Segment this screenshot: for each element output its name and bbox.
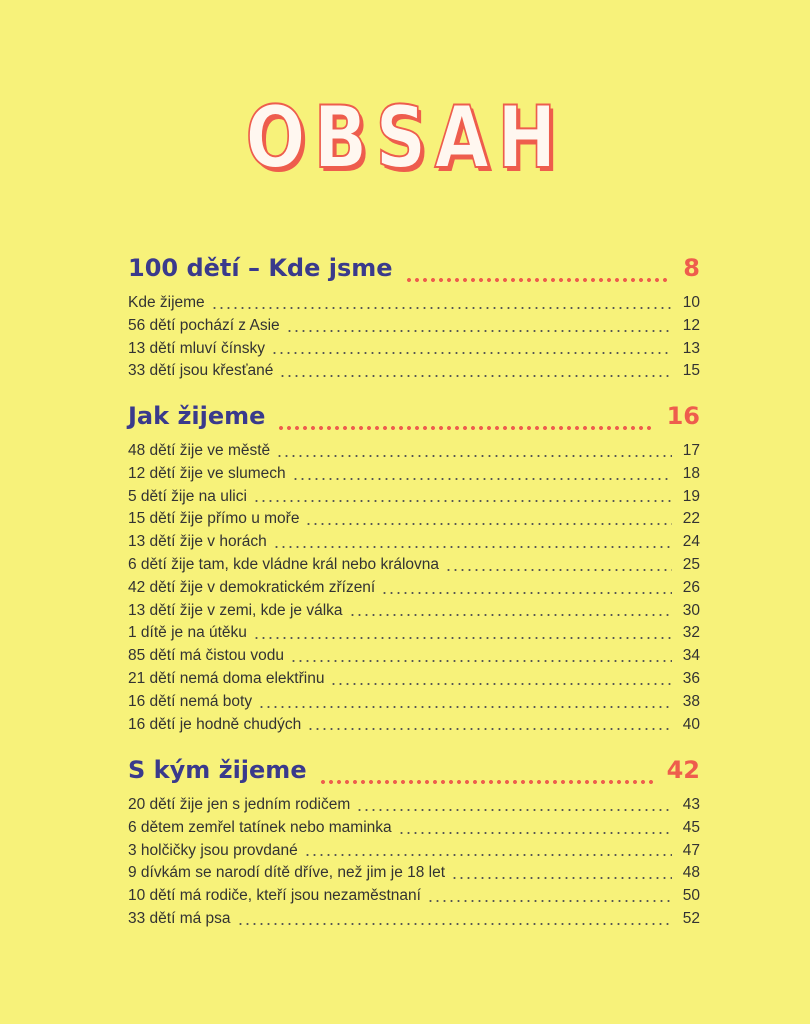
leader-dots	[427, 897, 672, 905]
entry-page-number: 17	[682, 442, 700, 459]
entry-label: 5 dětí žije na ulici	[128, 487, 247, 505]
entry-page-number: 50	[682, 887, 700, 905]
leader-dots	[330, 680, 672, 688]
section-page-number: 16	[666, 402, 700, 430]
leader-dots	[286, 327, 672, 335]
toc-entry[interactable]	[128, 340, 700, 363]
entry-label: 33 dětí jsou křesťané	[128, 362, 274, 380]
leader-dots	[356, 806, 672, 814]
entry-page-number: 52	[682, 909, 700, 927]
toc-entry[interactable]	[128, 693, 700, 716]
entry-page-number: 24	[682, 533, 700, 551]
toc-entry[interactable]	[128, 887, 700, 910]
entry-label: 21 dětí nemá doma elektřinu	[128, 669, 325, 687]
leader-dots	[271, 349, 672, 357]
toc-entry[interactable]	[128, 819, 700, 842]
section-heading[interactable]	[128, 402, 700, 442]
leader-dots	[237, 920, 672, 928]
toc-entry[interactable]	[128, 796, 700, 819]
leader-dots	[445, 566, 672, 574]
entry-page-number: 47	[682, 841, 700, 859]
entry-page-number: 36	[682, 669, 700, 687]
leader-dots	[273, 543, 672, 551]
page-title: OBSAH	[245, 88, 565, 188]
toc-entry[interactable]	[128, 647, 700, 670]
entry-page-number: 13	[682, 339, 700, 357]
toc-section-1	[128, 254, 700, 385]
toc-section-3	[128, 756, 700, 933]
leader-dots	[305, 520, 672, 528]
entry-label: 56 dětí pochází z Asie	[128, 316, 280, 334]
leader-dots	[349, 611, 672, 619]
entry-page-number: 38	[682, 692, 700, 710]
toc-entry[interactable]	[128, 317, 700, 340]
leader-dots	[307, 725, 672, 733]
toc-entry[interactable]	[128, 864, 700, 887]
entry-page-number: 43	[682, 796, 700, 813]
toc-entry[interactable]	[128, 602, 700, 625]
entry-label: 15 dětí žije přímo u moře	[128, 510, 300, 528]
entry-page-number: 32	[682, 624, 700, 642]
entry-page-number: 18	[682, 464, 700, 482]
entry-label: 9 dívkám se narodí dítě dříve, než jim je 18 let	[128, 864, 446, 882]
toc-entry[interactable]	[128, 670, 700, 693]
section-page-number: 42	[666, 756, 700, 784]
section-title: S kým žijeme	[128, 756, 307, 784]
toc-entry[interactable]	[128, 533, 700, 556]
entry-label: 42 dětí žije v demokratickém zřízení	[128, 578, 376, 596]
leader-dots	[292, 475, 672, 483]
leader-dots	[451, 874, 672, 882]
entry-page-number: 10	[682, 294, 700, 311]
toc-entry[interactable]	[128, 624, 700, 647]
entry-page-number: 12	[682, 316, 700, 334]
leader-dots	[253, 497, 672, 505]
entry-page-number: 30	[682, 601, 700, 619]
toc-entry[interactable]	[128, 910, 700, 933]
section-leader-dots	[277, 425, 654, 431]
entry-label: 13 dětí žije v horách	[128, 533, 267, 551]
toc-entry[interactable]	[128, 294, 700, 317]
entry-label: 48 dětí žije ve městě	[128, 442, 271, 459]
entry-label: 10 dětí má rodiče, kteří jsou nezaměstnaní	[128, 887, 421, 905]
entry-page-number: 26	[682, 578, 700, 596]
entry-label: 20 dětí žije jen s jedním rodičem	[128, 796, 351, 813]
leader-dots	[276, 452, 672, 460]
toc-entry[interactable]	[128, 488, 700, 511]
entry-page-number: 22	[682, 510, 700, 528]
entry-label: 85 dětí má čistou vodu	[128, 647, 284, 665]
section-heading[interactable]	[128, 756, 700, 796]
leader-dots	[398, 829, 672, 837]
section-page-number: 8	[683, 254, 700, 282]
toc-entry[interactable]	[128, 716, 700, 739]
leader-dots	[381, 589, 672, 597]
entry-page-number: 15	[682, 362, 700, 380]
leader-dots	[290, 657, 672, 665]
section-title: Jak žijeme	[128, 402, 266, 430]
toc-section-2	[128, 402, 700, 738]
toc-entry[interactable]	[128, 442, 700, 465]
toc-entry[interactable]	[128, 842, 700, 865]
entry-label: 1 dítě je na útěku	[128, 624, 247, 642]
entry-label: 13 dětí mluví čínsky	[128, 339, 265, 357]
entry-label: 16 dětí nemá boty	[128, 692, 253, 710]
section-title: 100 dětí – Kde jsme	[128, 254, 393, 282]
leader-dots	[258, 703, 672, 711]
entry-page-number: 34	[682, 647, 700, 665]
section-leader-dots	[319, 779, 655, 785]
entry-page-number: 45	[682, 818, 700, 836]
toc-entry[interactable]	[128, 510, 700, 533]
toc-entry[interactable]	[128, 556, 700, 579]
entry-label: 13 dětí žije v zemi, kde je válka	[128, 601, 343, 619]
entry-label: 6 dětem zemřel tatínek nebo maminka	[128, 818, 392, 836]
entry-page-number: 25	[682, 555, 700, 573]
entry-page-number: 40	[682, 715, 700, 733]
entry-label: Kde žijeme	[128, 294, 205, 311]
entry-label: 3 holčičky jsou provdané	[128, 841, 298, 859]
entry-label: 16 dětí je hodně chudých	[128, 715, 302, 733]
entry-label: 6 dětí žije tam, kde vládne král nebo královna	[128, 555, 440, 573]
leader-dots	[253, 634, 672, 642]
toc-entry[interactable]	[128, 362, 700, 385]
leader-dots	[279, 372, 672, 380]
entry-label: 12 dětí žije ve slumech	[128, 464, 286, 482]
entry-page-number: 19	[682, 487, 700, 505]
entry-page-number: 48	[682, 864, 700, 882]
leader-dots	[304, 851, 672, 859]
section-leader-dots	[405, 277, 672, 283]
leader-dots	[211, 304, 672, 312]
toc-entry[interactable]	[128, 465, 700, 488]
toc-entry[interactable]	[128, 579, 700, 602]
entry-label: 33 dětí má psa	[128, 909, 231, 927]
section-heading[interactable]	[128, 254, 700, 294]
